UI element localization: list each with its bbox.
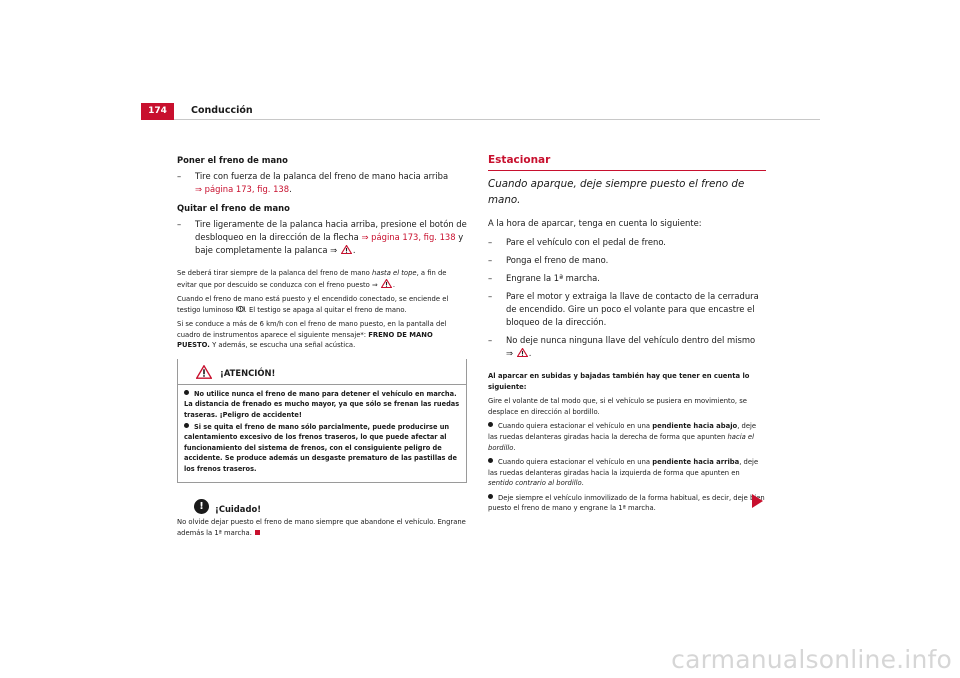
apply-brake-step: – Tire con fuerza de la palanca del freno de mano hacia arriba ⇒ página 173, fig. 138. bbox=[177, 171, 449, 195]
bullet-icon bbox=[488, 422, 493, 427]
warning-title: ¡ATENCIÓN! bbox=[220, 367, 276, 378]
caution-text: No olvide dejar puesto el freno de mano siempre que abandone el vehículo. Engrane además la 1ª marcha. bbox=[177, 518, 466, 537]
slope-bullet: Cuando quiera estacionar el vehículo en una pendiente hacia abajo, deje las ruedas delanteras giradas hacia la derecha de forma que apunten hacia el bordillo. bbox=[488, 422, 757, 452]
left-column bbox=[177, 154, 467, 542]
step-dash: – bbox=[488, 255, 493, 266]
parking-step: – Pare el motor y extraiga la llave de contacto de la cerradura de encendido. Gire un poco el volante para que encastre el bloqueo de la dirección. bbox=[488, 291, 759, 328]
step-dash: – bbox=[177, 171, 182, 182]
parking-step: – No deje nunca ninguna llave del vehículo dentro del mismo ⇒ . bbox=[488, 335, 756, 359]
watermark: carmanualsonline.info bbox=[671, 645, 952, 674]
parking-step: – Ponga el freno de mano. bbox=[488, 254, 766, 267]
arrow-symbol: ⇒ bbox=[506, 348, 514, 359]
brake-warning-lamp-icon bbox=[236, 305, 245, 313]
tip-paragraph-1: Se deberá tirar siempre de la palanca del freno de mano hasta el tope, a fin de evitar que por descuido se conduzca con el freno puesto ⇒ . bbox=[177, 269, 447, 289]
bullet-icon bbox=[184, 423, 189, 428]
section-subtitle: Cuando aparque, deje siempre puesto el freno de mano. bbox=[488, 178, 745, 207]
next-page-arrow-icon bbox=[752, 494, 763, 508]
step-dash: – bbox=[488, 335, 493, 346]
header-divider bbox=[174, 119, 820, 120]
parking-step: – Engrane la 1ª marcha. bbox=[488, 272, 766, 285]
apply-brake-step-text: Tire con fuerza de la palanca del freno de mano hacia arriba bbox=[195, 171, 449, 182]
parking-step: – Pare el vehículo con el pedal de freno. bbox=[488, 236, 766, 249]
page-title: Conducción bbox=[191, 105, 253, 116]
tip-paragraph-2: Cuando el freno de mano está puesto y el encendido conectado, se enciende el testigo luminoso . El testigo se apaga al quitar el freno de mano. bbox=[177, 295, 449, 314]
step-dash: – bbox=[488, 273, 493, 284]
warning-item: Si se quita el freno de mano sólo parcialmente, puede producirse un calentamiento excesivo de los frenos traseros, lo que puede afectar al funcionamiento del sistema de frenos, con el consiguiente peligro de accidente. Se produce además un desgaste prematuro de las pastillas de los frenos traseros. bbox=[184, 423, 457, 473]
slope-bullet: Deje siempre el vehículo inmovilizado de la forma habitual, es decir, deje bien puesto el freno de mano y engrane la 1ª marcha. bbox=[488, 493, 765, 513]
release-brake-reference-link[interactable]: ⇒ página 173, fig. 138 bbox=[361, 232, 456, 243]
warning-item: No utilice nunca el freno de mano para detener el vehículo en marcha. La distancia de frenado es mucho mayor, ya que sólo se frenan las ruedas traseras. ¡Peligro de accidente! bbox=[184, 389, 460, 419]
caution-title: ¡Cuidado! bbox=[215, 504, 262, 515]
bullet-icon bbox=[488, 494, 493, 499]
right-column bbox=[488, 152, 766, 518]
caution-icon: ! bbox=[194, 499, 209, 514]
slope-heading: Al aparcar en subidas y bajadas también hay que tener en cuenta lo siguiente: bbox=[488, 372, 750, 391]
release-brake-step: – Tire ligeramente de la palanca hacia arriba, presione el botón de desbloqueo en la dirección de la flecha ⇒ página 173, fig. 138 y baje completamente la palanca ⇒ . bbox=[177, 219, 467, 256]
page-number: 174 bbox=[141, 103, 174, 120]
warning-box bbox=[177, 359, 467, 483]
section-end-marker-icon bbox=[255, 530, 260, 535]
parking-intro: A la hora de aparcar, tenga en cuenta lo siguiente: bbox=[488, 218, 702, 229]
release-brake-step-text: Tire ligeramente de la palanca hacia arriba, presione el botón de desbloqueo en la dirección de la flecha bbox=[195, 219, 467, 243]
section-title: Estacionar bbox=[488, 152, 766, 171]
step-dash: – bbox=[488, 291, 493, 302]
release-brake-heading: Quitar el freno de mano bbox=[177, 203, 290, 214]
slope-intro: Gire el volante de tal modo que, si el vehículo se pusiera en movimiento, se desplace en dirección al bordillo. bbox=[488, 397, 747, 416]
bullet-icon bbox=[184, 390, 189, 395]
warning-box-header bbox=[178, 359, 466, 385]
step-dash: – bbox=[177, 219, 182, 230]
step-dash: – bbox=[488, 237, 493, 248]
slope-bullet: Cuando quiera estacionar el vehículo en una pendiente hacia arriba, deje las ruedas delanteras giradas hacia la izquierda de forma que apunten en sentido contrario al bordillo. bbox=[488, 458, 759, 488]
apply-brake-reference-link[interactable]: ⇒ página 173, fig. 138 bbox=[195, 184, 290, 195]
bullet-icon bbox=[488, 458, 493, 463]
arrow-symbol: ⇒ bbox=[330, 245, 338, 256]
warning-triangle-icon bbox=[196, 365, 212, 379]
warning-triangle-icon bbox=[341, 245, 352, 254]
tip-paragraph-3: Si se conduce a más de 6 km/h con el freno de mano puesto, en la pantalla del cuadro de instrumentos aparece el siguiente mensaje*: FRENO DE MANO PUESTO. Y además, se escucha una señal acústica. bbox=[177, 320, 447, 350]
release-brake-step-text-end: y baje completamente la palanca bbox=[195, 232, 464, 256]
warning-triangle-icon bbox=[517, 348, 528, 357]
warning-triangle-icon bbox=[381, 279, 392, 288]
caution-note-header bbox=[177, 499, 467, 517]
apply-brake-heading: Poner el freno de mano bbox=[177, 155, 288, 165]
